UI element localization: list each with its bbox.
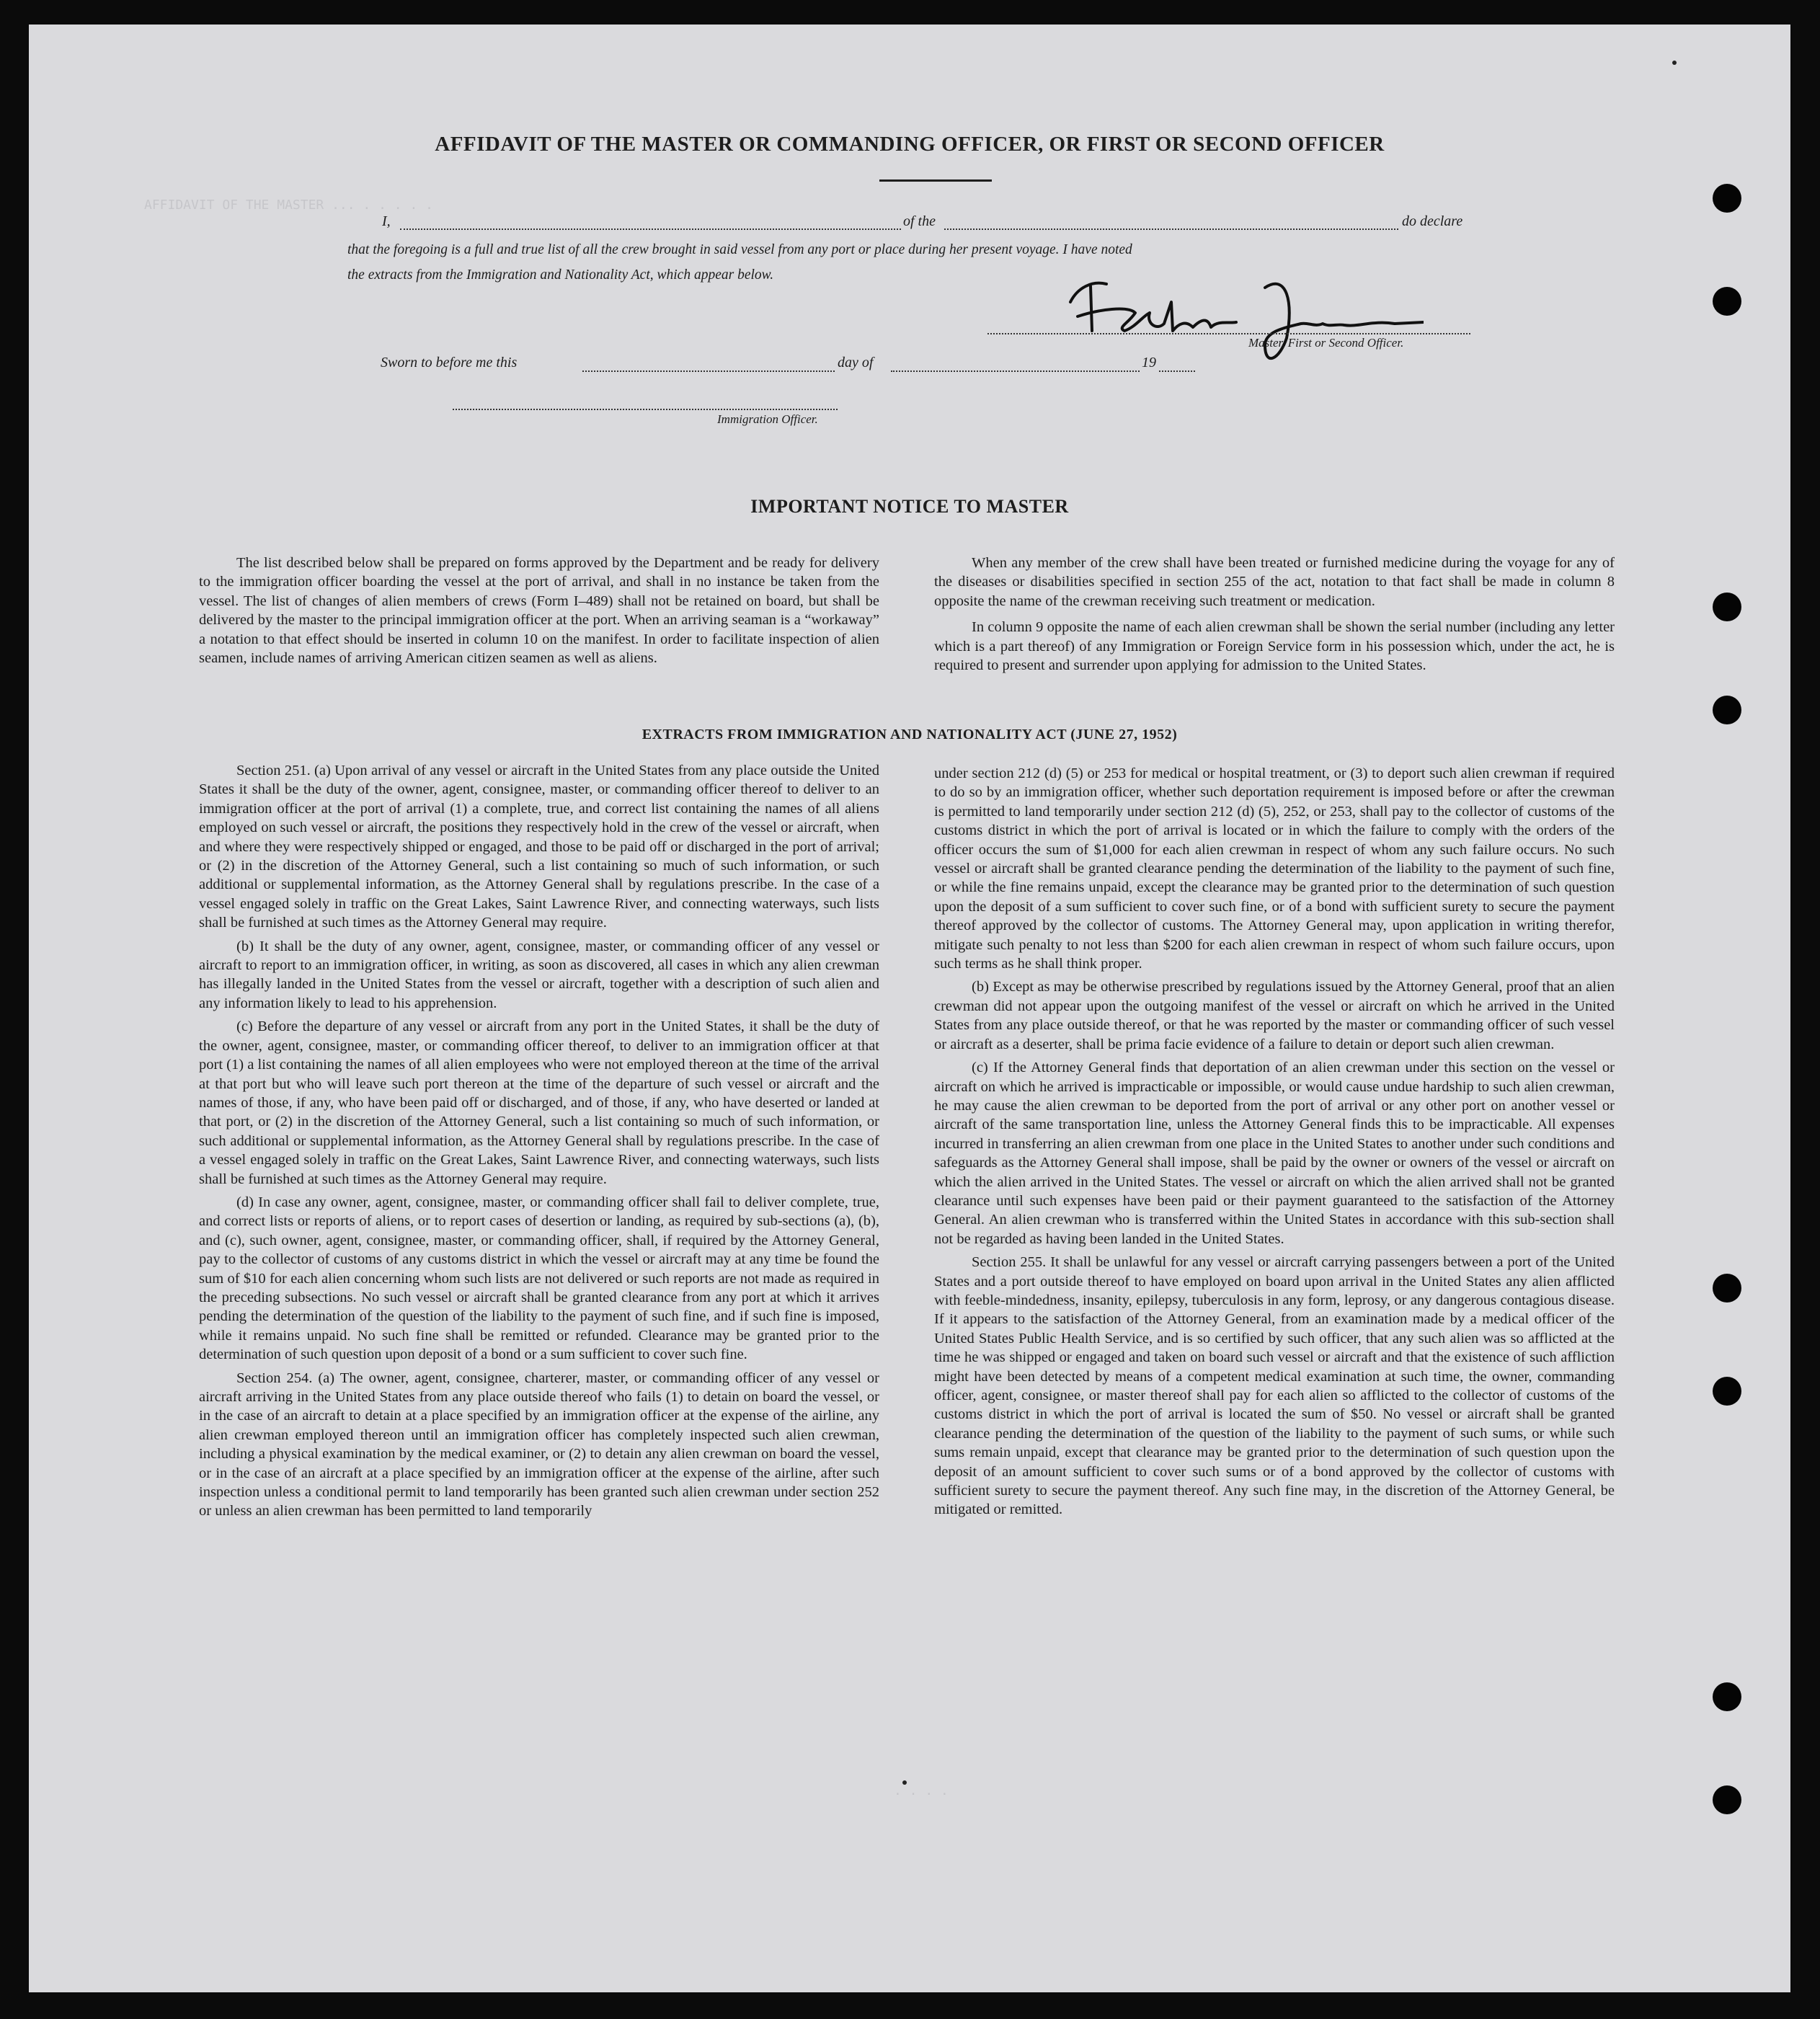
sworn-year: 19 [1142,355,1156,370]
sworn-prefix: Sworn to before me this [381,355,518,370]
statute-paragraph: (c) Before the departure of any vessel or aircraft from any port in the United States, it shall be the duty of the owner, agent, consignee, master, or commanding officer thereof, to deliver to an immigration officer at that port (1) a list containing the names of all alien employees who were not employed thereon at the time of the arrival at that port but who will leave such port thereon at the time of the departure of such vessel or aircraft and the names of those, if any, who have been paid off or discharged, and of those, if any, who have deserted or landed at that port, or (2) in the discretion of the Attorney General, such a list containing so much of such information, or such additional or supplemental information, as the Attorney General shall by regulations prescribe. In the case of a vessel engaged solely in traffic on the Great Lakes, Saint Lawrence River, and connecting waterways, such lists shall be furnished at such times as the Attorney General may require. [199,1019,879,1187]
signature-line [987,333,1470,334]
statute-paragraph: (d) In case any owner, agent, consignee, master, or commanding officer shall fail to deliver complete, true, and correct lists or reports of aliens, or to report cases of desertion or landing, as required by sub-sections (a), (b), and (c), such owner, agent, consignee, master, or commanding officer, shall, if required by the Attorney General, pay to the collector of customs of any customs district in which the vessel or aircraft may at any time be found the sum of $10 for each alien concerning whom such lists are not delivered or such reports are not made as required in the preceding subsections. No such vessel or aircraft shall be granted clearance from any port at which it arrives pending the determination of the question of the liability to the payment of such fine, and if such fine is imposed, while it remains unpaid. No such fine shall be remitted or refunded. Clearance may be granted prior to the determination of such question upon deposit of a bond or a sum sufficient to cover such fine. [199,1194,879,1363]
statute-paragraph: Section 251. (a) Upon arrival of any vessel or aircraft in the United States from any place outside the United States it shall be the duty of the owner, agent, consignee, master, or commanding officer thereof to deliver to an immigration officer at the port of arrival (1) a complete, true, and correct list containing the names of all aliens employed on such vessel or aircraft, the positions they respectively hold in the crew of the vessel or aircraft, when and where they were respectively shipped or engaged, and those to be paid off or discharged in the port of arrival; or (2) in the discretion of the Attorney General, such a list containing so much of such information, or such additional or supplemental information, as the Attorney General shall by regulations prescribe. In the case of a vessel engaged solely in traffic on the Great Lakes, Saint Lawrence River, and connecting waterways, such lists shall be furnished at such times as the Attorney General may require. [199,763,879,931]
notice-paragraph: The list described below shall be prepared on forms approved by the Department and be ready for delivery to the immigration officer boarding the vessel at the port of arrival, and shall in no instance be taken from the vessel. The list of changes of alien members of crews (Form I–489) shall not be retained on board, but shall be delivered by the master to the principal immigration officer at the port. When an arriving seaman is a “workaway” a notation to that effect should be inserted in column 10 on the manifest. In order to facilitate inspection of alien seamen, include names of arriving American citizen seamen as well as aliens. [199,555,879,667]
binder-hole [1713,1785,1741,1814]
binder-hole [1713,184,1741,213]
statute-paragraph: Section 255. It shall be unlawful for any vessel or aircraft carrying passengers between a port of the United States and a port outside thereof to have employed on board upon arrival in the United States any alien afflicted with feeble-mindedness, insanity, epilepsy, tuberculosis in any form, leprosy, or any dangerous contagious disease. If it appears to the satisfaction of the Attorney General, from an examination made by a medical officer of the United States Public Health Service, and is so certified by such officer, that any such alien was so afflicted at the time he was shipped or engaged and taken on board such vessel or aircraft and that the existence of such affliction might have been detected by means of a competent medical examination at such time, the owner, commanding officer, agent, consignee, or master thereof shall pay for each alien so afflicted to the collector of customs of the customs district in which the port of arrival is located the sum of $50. No vessel or aircraft shall be granted clearance pending the determination of the question of the liability to the payment of such sums, or while such sums remain unpaid, except that clearance may be granted prior to the determination of such question upon the deposit of an amount sufficient to cover such sums or of a bond approved by the collector of customs with sufficient surety to secure the payment thereof. Any such fine may, in the discretion of the Attorney General, be mitigated or remitted. [934,1254,1615,1518]
bleed-through: . . . . [894,1783,949,1798]
statute-paragraph: (c) If the Attorney General finds that deportation of an alien crewman under this section on the vessel or aircraft on which he arrived is impracticable or impossible, or would cause undue hardship to such alien crewman, he may cause the alien crewman to be deported from the port of arrival or any other port on another vessel or aircraft of the same transportation line, unless the Attorney General finds this to be impracticable. All expenses incurred in transferring an alien crewman from one place in the United States to another under such conditions and safeguards as the Attorney General shall impose, shall be paid by the owner or owners of the vessel or aircraft on which the alien arrived in the United States. The vessel or aircraft on which the alien arrived shall not be granted clearance until such expenses have been paid or their payment guaranteed to the satisfaction of the Attorney General. An alien crewman who is transferred within the United States in accordance with this sub-section shall not be regarded as having been landed in the United States. [934,1060,1615,1247]
binder-hole [1713,287,1741,316]
signature-caption: Master, First or Second Officer. [1248,336,1404,350]
affidavit-i: I, [382,213,391,229]
statute-paragraph: under section 212 (d) (5) or 253 for medical or hospital treatment, or (3) to deport such alien crewman if required to do so by an immigration officer, whether such deportation requirement is imposed before or after the crewman is permitted to land temporarily under section 212 (d) (5), 252, or 253, shall pay to the collector of customs of the customs district in which the port of arrival is located or in which the failure to comply with the orders of the officer occurs the sum of $1,000 for each alien crewman in respect of whom any such failure occurs. No such vessel or aircraft shall be granted clearance pending the determination of the liability to the payment of such fine, or while the fine remains unpaid, except the clearance may be granted prior to the determination of such question upon the deposit of a sum sufficient to cover such fine, or of a bond with sufficient surety to secure the payment thereof approved by the collector of customs. The Attorney General may, upon application in writing therefor, mitigate such penalty to not less than $200 for each alien crewman in respect of whom such failure occurs, upon such terms as he shall think proper. [934,766,1615,972]
notice-title: IMPORTANT NOTICE TO MASTER [750,496,1069,517]
notice-left-column [199,554,879,667]
officer-signature-line [453,409,838,410]
vessel-field[interactable] [944,228,1398,230]
notice-paragraph: In column 9 opposite the name of each alien crewman shall be shown the serial number (including any letter which is a part thereof) of any Immigration or Foreign Service form in his possession which, under the act, he is required to present and surrender upon applying for admission to the United States. [934,619,1615,674]
extracts-right-column [934,764,1615,1519]
signature [1049,259,1424,367]
speck [1672,61,1677,65]
binder-hole [1713,1274,1741,1303]
sworn-month-field[interactable] [891,370,1140,372]
affidavit-of-the: of the [903,213,936,229]
statute-paragraph: Section 254. (a) The owner, agent, consignee, charterer, master, or commanding officer of any vessel or aircraft arriving in the United States from any place outside thereof who fails (1) to detain on board the vessel, or in the case of an aircraft to detain at a place specified by an immigration officer at the expense of the airline, any alien crewman employed thereon until an immigration officer has completely inspected such alien crewman, including a physical examination by the medical examiner, or (2) to detain any alien crewman on board the vessel, or in the case of an aircraft at a place specified by an immigration officer at the expense of the airline, after such inspection unless a conditional permit to land temporarily has been granted such alien crewman under section 252 or unless an alien crewman has been permitted to land temporarily [199,1370,879,1519]
bleed-through: AFFIDAVIT OF THE MASTER ... . . . . . [144,198,433,213]
extracts-title: EXTRACTS FROM IMMIGRATION AND NATIONALITY ACT (JUNE 27, 1952) [642,727,1178,742]
affidavit-line3: the extracts from the Immigration and Nationality Act, which appear below. [347,267,774,283]
notice-paragraph: When any member of the crew shall have been treated or furnished medicine during the voyage for any of the diseases or disabilities specified in section 255 of the act, notation to that fact shall be made in column 8 opposite the name of the crewman receiving such treatment or medication. [934,555,1615,609]
statute-paragraph: (b) It shall be the duty of any owner, agent, consignee, master, or commanding officer of any vessel or aircraft to report to an immigration officer, in writing, as soon as discovered, all cases in which any alien crewman has illegally landed in the United States from the vessel or aircraft, together with a description of such alien and any information likely to lead to his apprehension. [199,938,879,1011]
title-rule [879,179,992,182]
document-page [29,25,1790,1992]
binder-hole [1713,593,1741,621]
binder-hole [1713,1682,1741,1711]
notice-right-column [934,554,1615,675]
sworn-year-field[interactable] [1159,370,1195,372]
sworn-day-field[interactable] [582,370,835,372]
affidavit-title: AFFIDAVIT OF THE MASTER OR COMMANDING OFFICER, OR FIRST OR SECOND OFFICER [435,133,1385,156]
statute-paragraph: (b) Except as may be otherwise prescribed by regulations issued by the Attorney General, proof that an alien crewman did not appear upon the outgoing manifest of the vessel or aircraft on which he arrived in the United States from any place outside thereof, or that he was reported by the master or commanding officer of such vessel or aircraft as a deserter, shall be prima facie evidence of a failure to detain or deport such alien crewman. [934,979,1615,1052]
officer-caption: Immigration Officer. [717,412,818,426]
extracts-left-column [199,761,879,1521]
sworn-day-of: day of [838,355,874,370]
affidavit-declare: do declare [1402,213,1463,229]
binder-hole [1713,1377,1741,1406]
binder-hole [1713,696,1741,724]
name-field[interactable] [400,228,901,230]
affidavit-line2: that the foregoing is a full and true list of all the crew brought in said vessel from any port or place during her present voyage. I have noted [347,242,1132,257]
